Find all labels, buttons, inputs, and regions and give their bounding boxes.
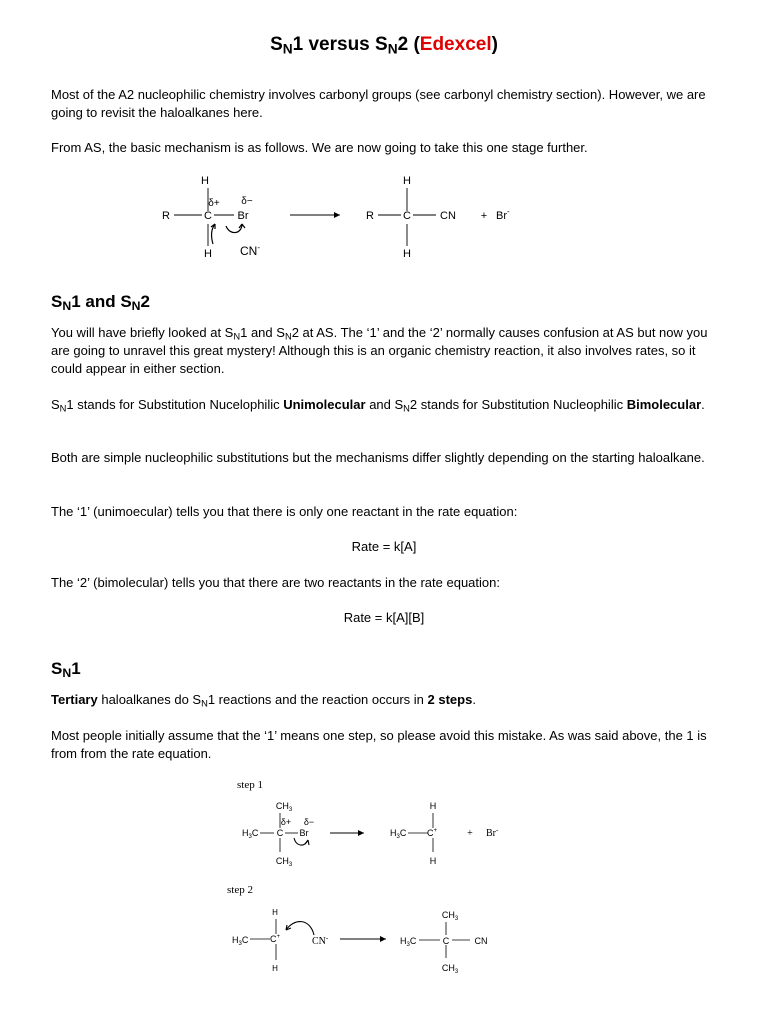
product-plus: + <box>480 210 488 222</box>
sn-paragraph-3: Both are simple nucleophilic substitutions but the mechanisms differ slightly depending on the starting haloalkane. <box>51 450 705 465</box>
product-bromide: Br- <box>496 207 510 222</box>
reactant-c: C <box>204 210 212 222</box>
step1-br: Br <box>299 828 309 838</box>
step2-prod-cn: CN <box>474 936 488 946</box>
sn1-paragraph-1: Tertiary haloalkanes do $S_N1$ reactions and the reaction occurs in 2 steps. <box>51 692 476 709</box>
delta-minus-label: δ− <box>241 196 253 207</box>
reactant-r: R <box>162 210 170 222</box>
step-2-label: step 2 <box>227 884 253 896</box>
product-c: C <box>403 210 411 222</box>
title-mid: 1 versus <box>292 34 376 55</box>
step2-h3c: $H_3C$ <box>232 935 249 947</box>
step1-delta-minus: δ− <box>303 817 315 827</box>
section-heading-sn1: $S_N1$ <box>51 659 81 681</box>
sn-paragraph-1: You will have briefly looked at $S_N1$ and $S_N2$ at AS. The ‘1’ and the ‘2’ normally causes confusion at AS but now you are going to unravel this great mystery! Although this is an organic chemistry reaction, it also involves rates, so it could appear in either section. <box>51 325 708 376</box>
step2-h-top: H <box>272 908 278 917</box>
product-h-top: H <box>403 175 411 187</box>
rate-equation-2: Rate = k[A][B] <box>343 610 425 625</box>
sn-paragraph-5: The ‘2’ (bimolecular) tells you that there are two reactants in the rate equation: <box>51 575 500 590</box>
step1-h3c: $H_3C$ <box>242 828 259 840</box>
title-close: ) <box>491 34 498 55</box>
product-r: R <box>366 210 374 222</box>
step1-c: C <box>276 828 284 838</box>
step1-ch3-top: $CH_3$ <box>275 801 293 813</box>
step1-prod-h-top: H <box>429 801 437 811</box>
title-num2: 2 ( <box>397 34 420 55</box>
reactant-h-top: H <box>201 175 209 187</box>
sn1-mechanism-diagram <box>224 772 524 982</box>
step2-cyanide-ion: CN- <box>312 934 329 947</box>
basic-mechanism-diagram <box>150 168 530 264</box>
step1-ch3-bottom: $CH_3$ <box>275 856 293 868</box>
reactant-h-bottom: H <box>204 248 212 260</box>
step2-h-bottom: H <box>272 964 278 973</box>
step2-prod-ch3-bottom: $CH_3$ <box>441 963 459 975</box>
rate-equation-1: Rate = k[A] <box>351 539 417 554</box>
nucleophile-cn: CN- <box>240 243 261 258</box>
step2-prod-h3c: $H_3C$ <box>400 936 417 948</box>
exam-board-label: Edexcel <box>419 34 492 55</box>
step2-prod-c: C <box>442 936 450 946</box>
sn-paragraph-2: $S_N1$ stands for Substitution Nucelophilic Unimolecular and $S_N2$ stands for Substitution Nucleophilic Bimolecular. <box>51 397 705 414</box>
title-sub-n1: N <box>282 41 293 57</box>
sn1-paragraph-2: Most people initially assume that the ‘1’ means one step, so please avoid this mistake. As was said above, the 1 is from from the rate equation. <box>51 728 707 761</box>
step1-carbocation: C+ <box>426 828 438 838</box>
title-s1: S <box>270 34 283 55</box>
delta-plus-label: δ+ <box>208 198 220 209</box>
sn-paragraph-4: The ‘1’ (unimoecular) tells you that there is only one reactant in the rate equation: <box>51 504 518 519</box>
product-h-bottom: H <box>403 248 411 260</box>
step1-bromide-ion: Br- <box>486 826 499 839</box>
product-cn: CN <box>440 210 456 222</box>
curly-arrow-leaving-group <box>226 224 242 233</box>
step-1-label: step 1 <box>237 779 263 791</box>
step1-curly-arrow <box>294 838 308 845</box>
step1-delta-plus: δ+ <box>280 817 292 827</box>
title-s2: S <box>375 34 388 55</box>
step1-plus: + <box>467 828 473 839</box>
page-title <box>0 34 768 56</box>
intro-paragraph-1: Most of the A2 nucleophilic chemistry involves carbonyl groups (see carbonyl chemistry section). However, we are going to revisit the haloalkanes here. <box>51 87 706 120</box>
intro-paragraph-2: From AS, the basic mechanism is as follows. We are now going to take this one stage further. <box>51 140 588 155</box>
step2-carbocation: C+ <box>269 934 281 944</box>
section-heading-sn1-and-sn2: $S_N1$ and $S_N2$ <box>51 292 150 314</box>
reactant-br: Br <box>237 210 249 222</box>
step2-prod-ch3-top: $CH_3$ <box>441 910 459 922</box>
step1-prod-h3c: $H_3C$ <box>390 828 407 840</box>
step1-prod-h-bottom: H <box>429 856 437 866</box>
title-sub-n2: N <box>387 41 398 57</box>
